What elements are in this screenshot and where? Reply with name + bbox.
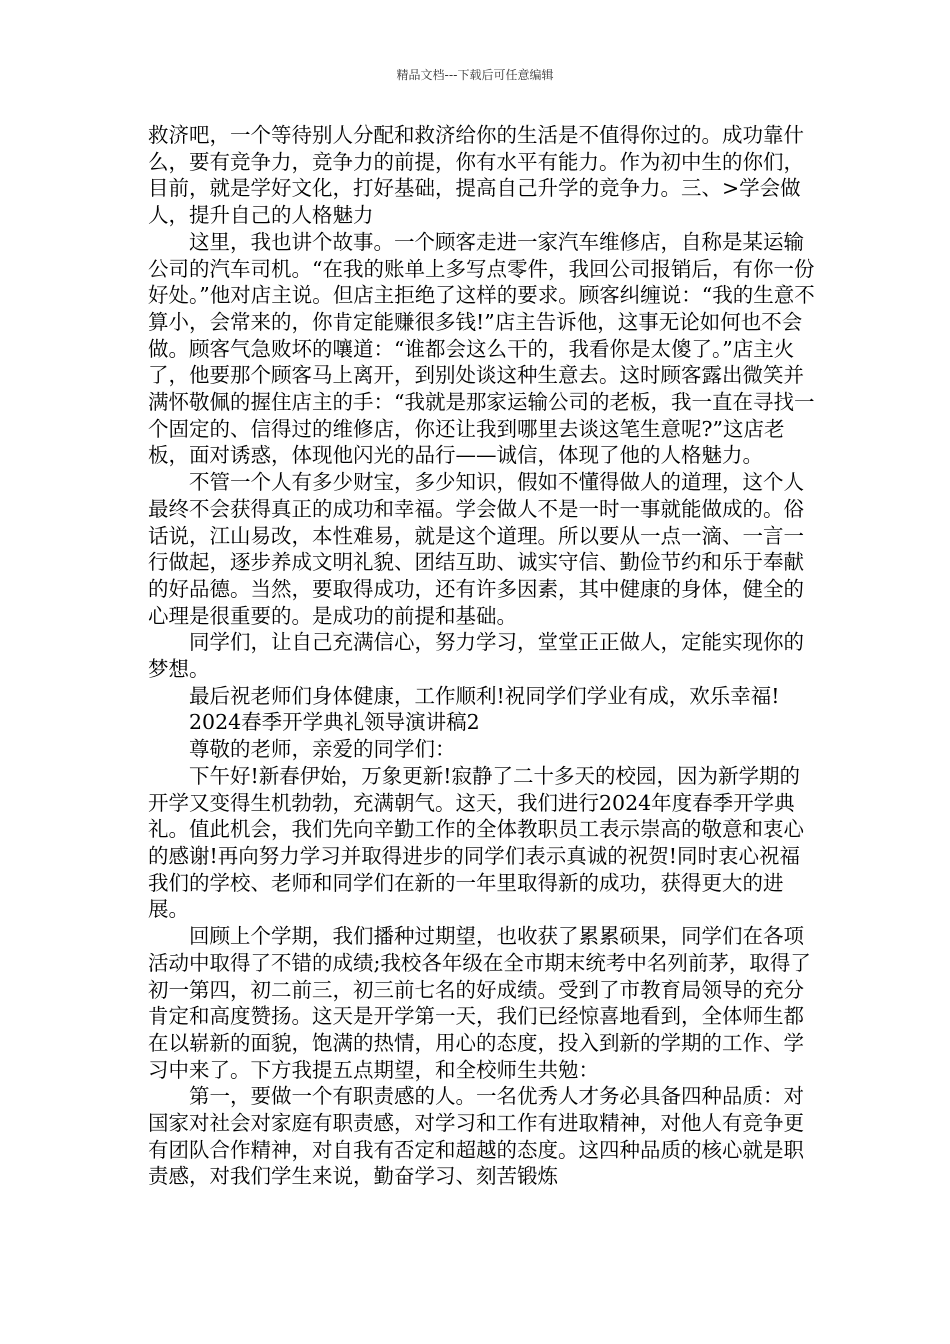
- paragraph: 不管一个人有多少财宝，多少知识，假如不懂得做人的道理，这个人最终不会获得真正的成功和幸福。学会做人不是一时一事就能做成的。俗话说，江山易改，本性难易，就是这个道理。所以要从一点一滴、一言一行做起，逐步养成文明礼貌、团结互助、诚实守信、勤俭节约和乐于奉献的好品德。当然，要取得成功，还有许多因素，其中健康的身体，健全的心理是很重要的。是成功的前提和基础。: [148, 470, 804, 628]
- paragraph: 救济吧，一个等待别人分配和救济给你的生活是不值得你过的。成功靠什么，要有竞争力，竞争力的前提，你有水平有能力。作为初中生的你们，目前，就是学好文化，打好基础，提高自己升学的竞争力。三、>学会做人，提升自己的人格魅力: [148, 123, 804, 228]
- salutation: 尊敬的老师，亲爱的同学们：: [189, 737, 456, 762]
- paragraph: 同学们，让自己充满信心，努力学习，堂堂正正做人，定能实现你的梦想。: [148, 630, 804, 682]
- document-body: [148, 122, 820, 1190]
- paragraph: 这里，我也讲个故事。一个顾客走进一家汽车维修店，自称是某运输公司的汽车司机。“在我的账单上多写点零件，我回公司报销后，有你一份好处。”他对店主说。但店主拒绝了这样的要求。顾客纠缠说：“我的生意不算小，会常来的，你肯定能赚很多钱!”店主告诉他，这事无论如何也不会做。顾客气急败坏的嚷道：“谁都会这么干的，我看你是太傻了。”店主火了，他要那个顾客马上离开，到别处谈这种生意去。这时顾客露出微笑并满怀敬佩的握住店主的手：“我就是那家运输公司的老板，我一直在寻找一个固定的、信得过的维修店，你还让我到哪里去谈这笔生意呢?”这店老板，面对诱惑，体现他闪光的品行——诚信，体现了他的人格魅力。: [148, 229, 815, 468]
- paragraph: 回顾上个学期，我们播种过期望，也收获了累累硕果，同学们在各项活动中取得了不错的成绩;我校各年级在全市期末统考中名列前茅，取得了初一第四，初二前三，初三前七名的好成绩。受到了市教育局领导的充分肯定和高度赞扬。这天是开学第一天，我们已经惊喜地看到，全体师生都在以崭新的面貌，饱满的热情，用心的态度，投入到新的学期的工作、学习中来了。下方我提五点期望，和全校师生共勉：: [148, 924, 811, 1082]
- paragraph: 最后祝老师们身体健康，工作顺利!祝同学们学业有成，欢乐幸福!: [189, 683, 780, 708]
- paragraph: 下午好!新春伊始，万象更新!寂静了二十多天的校园，因为新学期的开学又变得生机勃勃，充满朝气。这天，我们进行2024年度春季开学典礼。值此机会，我们先向辛勤工作的全体教职员工表示崇高的敬意和衷心的感谢!再向努力学习并取得进步的同学们表示真诚的祝贺!同时衷心祝福我们的学校、老师和同学们在新的一年里取得新的成功，获得更大的进展。: [148, 763, 804, 922]
- section-title: 2024春季开学典礼领导演讲稿2: [189, 710, 480, 735]
- page-header: 精品文档---下载后可任意编辑: [396, 68, 554, 82]
- paragraph: 第一，要做一个有职责感的人。一名优秀人才务必具备四种品质：对国家对社会对家庭有职责感，对学习和工作有进取精神，对他人有竞争更有团队合作精神，对自我有否定和超越的态度。这四种品质的核心就是职责感，对我们学生来说，勤奋学习、刻苦锻炼: [148, 1084, 804, 1189]
